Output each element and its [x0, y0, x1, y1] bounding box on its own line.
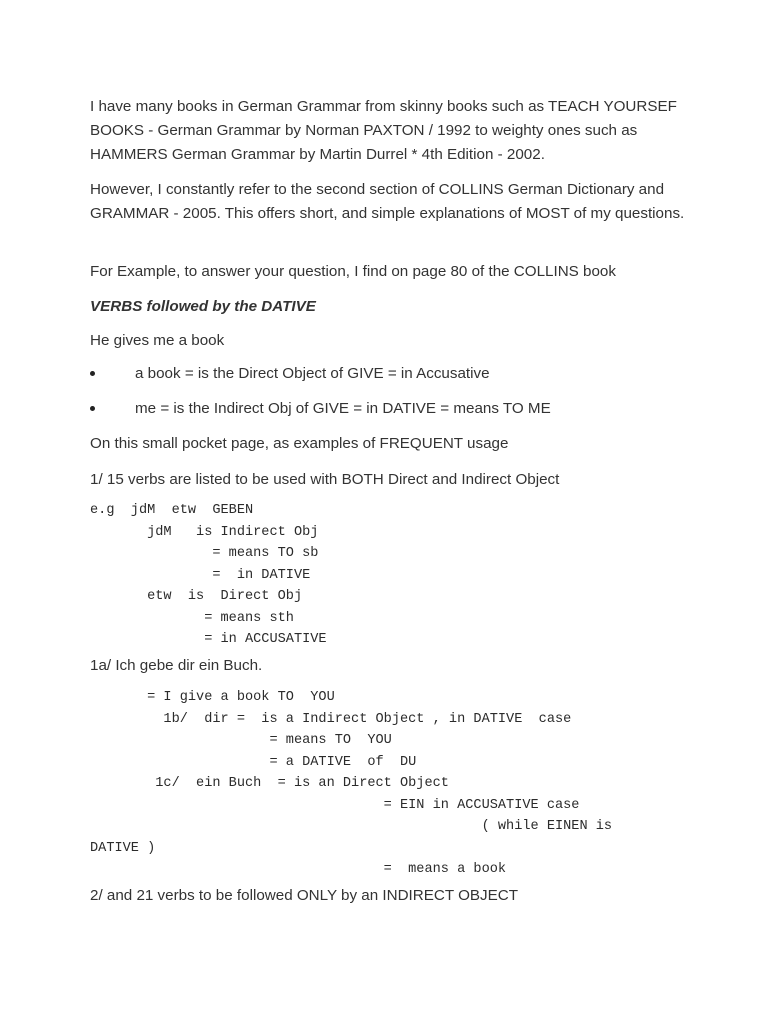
code-line: = a DATIVE of DU [90, 754, 417, 770]
bullet-text: a book = is the Direct Object of GIVE = in Accusative [135, 365, 490, 382]
example-paragraph: For Example, to answer your question, I find on page 80 of the COLLINS book [90, 263, 616, 280]
verbs-list-paragraph: 1/ 15 verbs are listed to be used with BOTH Direct and Indirect Object [90, 471, 560, 488]
code-line: = means a book [90, 862, 507, 877]
code-line: etw is Direct Obj [90, 589, 303, 604]
collins-paragraph: However, I constantly refer to the second section of COLLINS German Dictionary and GRAMMAR - 2005. This offers short, and simple explanations of MOST of my questions. [90, 181, 685, 222]
code-line: 1b/ dir = is a Indirect Object , in DATIVE case [90, 711, 572, 727]
indirect-object-paragraph: 2/ and 21 verbs to be followed ONLY by an INDIRECT OBJECT [90, 887, 518, 904]
sentence-paragraph: He gives me a book [90, 332, 225, 349]
usage-paragraph: On this small pocket page, as examples of FREQUENT usage [90, 435, 509, 452]
code-line: = means TO sb [90, 546, 319, 561]
bullet-icon [90, 406, 95, 411]
code-line: = I give a book TO YOU [90, 690, 335, 705]
code-line: jdM is Indirect Obj [90, 524, 319, 540]
example-sentence-paragraph: 1a/ Ich gebe dir ein Buch. [90, 657, 263, 674]
code-line: = means TO YOU [90, 733, 392, 748]
code-line: DATIVE ) [90, 840, 156, 856]
code-line: ( while EINEN is [90, 819, 613, 834]
intro-paragraph: I have many books in German Grammar from skinny books such as TEACH YOURSEF BOOKS - German Grammar by Norman PAXTON / 1992 to weighty ones such as HAMMERS German Grammar by Martin Durrel * 4th Edition - 2002. [90, 98, 677, 163]
code-line: 1c/ ein Buch = is an Direct Object [90, 776, 449, 791]
code-line: e.g jdM etw GEBEN [90, 503, 254, 518]
code-line: = in DATIVE [90, 567, 311, 583]
code-line: = in ACCUSATIVE [90, 632, 327, 647]
code-block-explanation [90, 687, 612, 881]
code-line: = EIN in ACCUSATIVE case [90, 797, 580, 813]
bullet-text: me = is the Indirect Obj of GIVE = in DATIVE = means TO ME [135, 400, 551, 417]
section-heading: VERBS followed by the DATIVE [90, 298, 316, 315]
code-line: = means sth [90, 610, 294, 626]
code-block-geben [90, 500, 327, 651]
bullet-icon [90, 371, 95, 376]
